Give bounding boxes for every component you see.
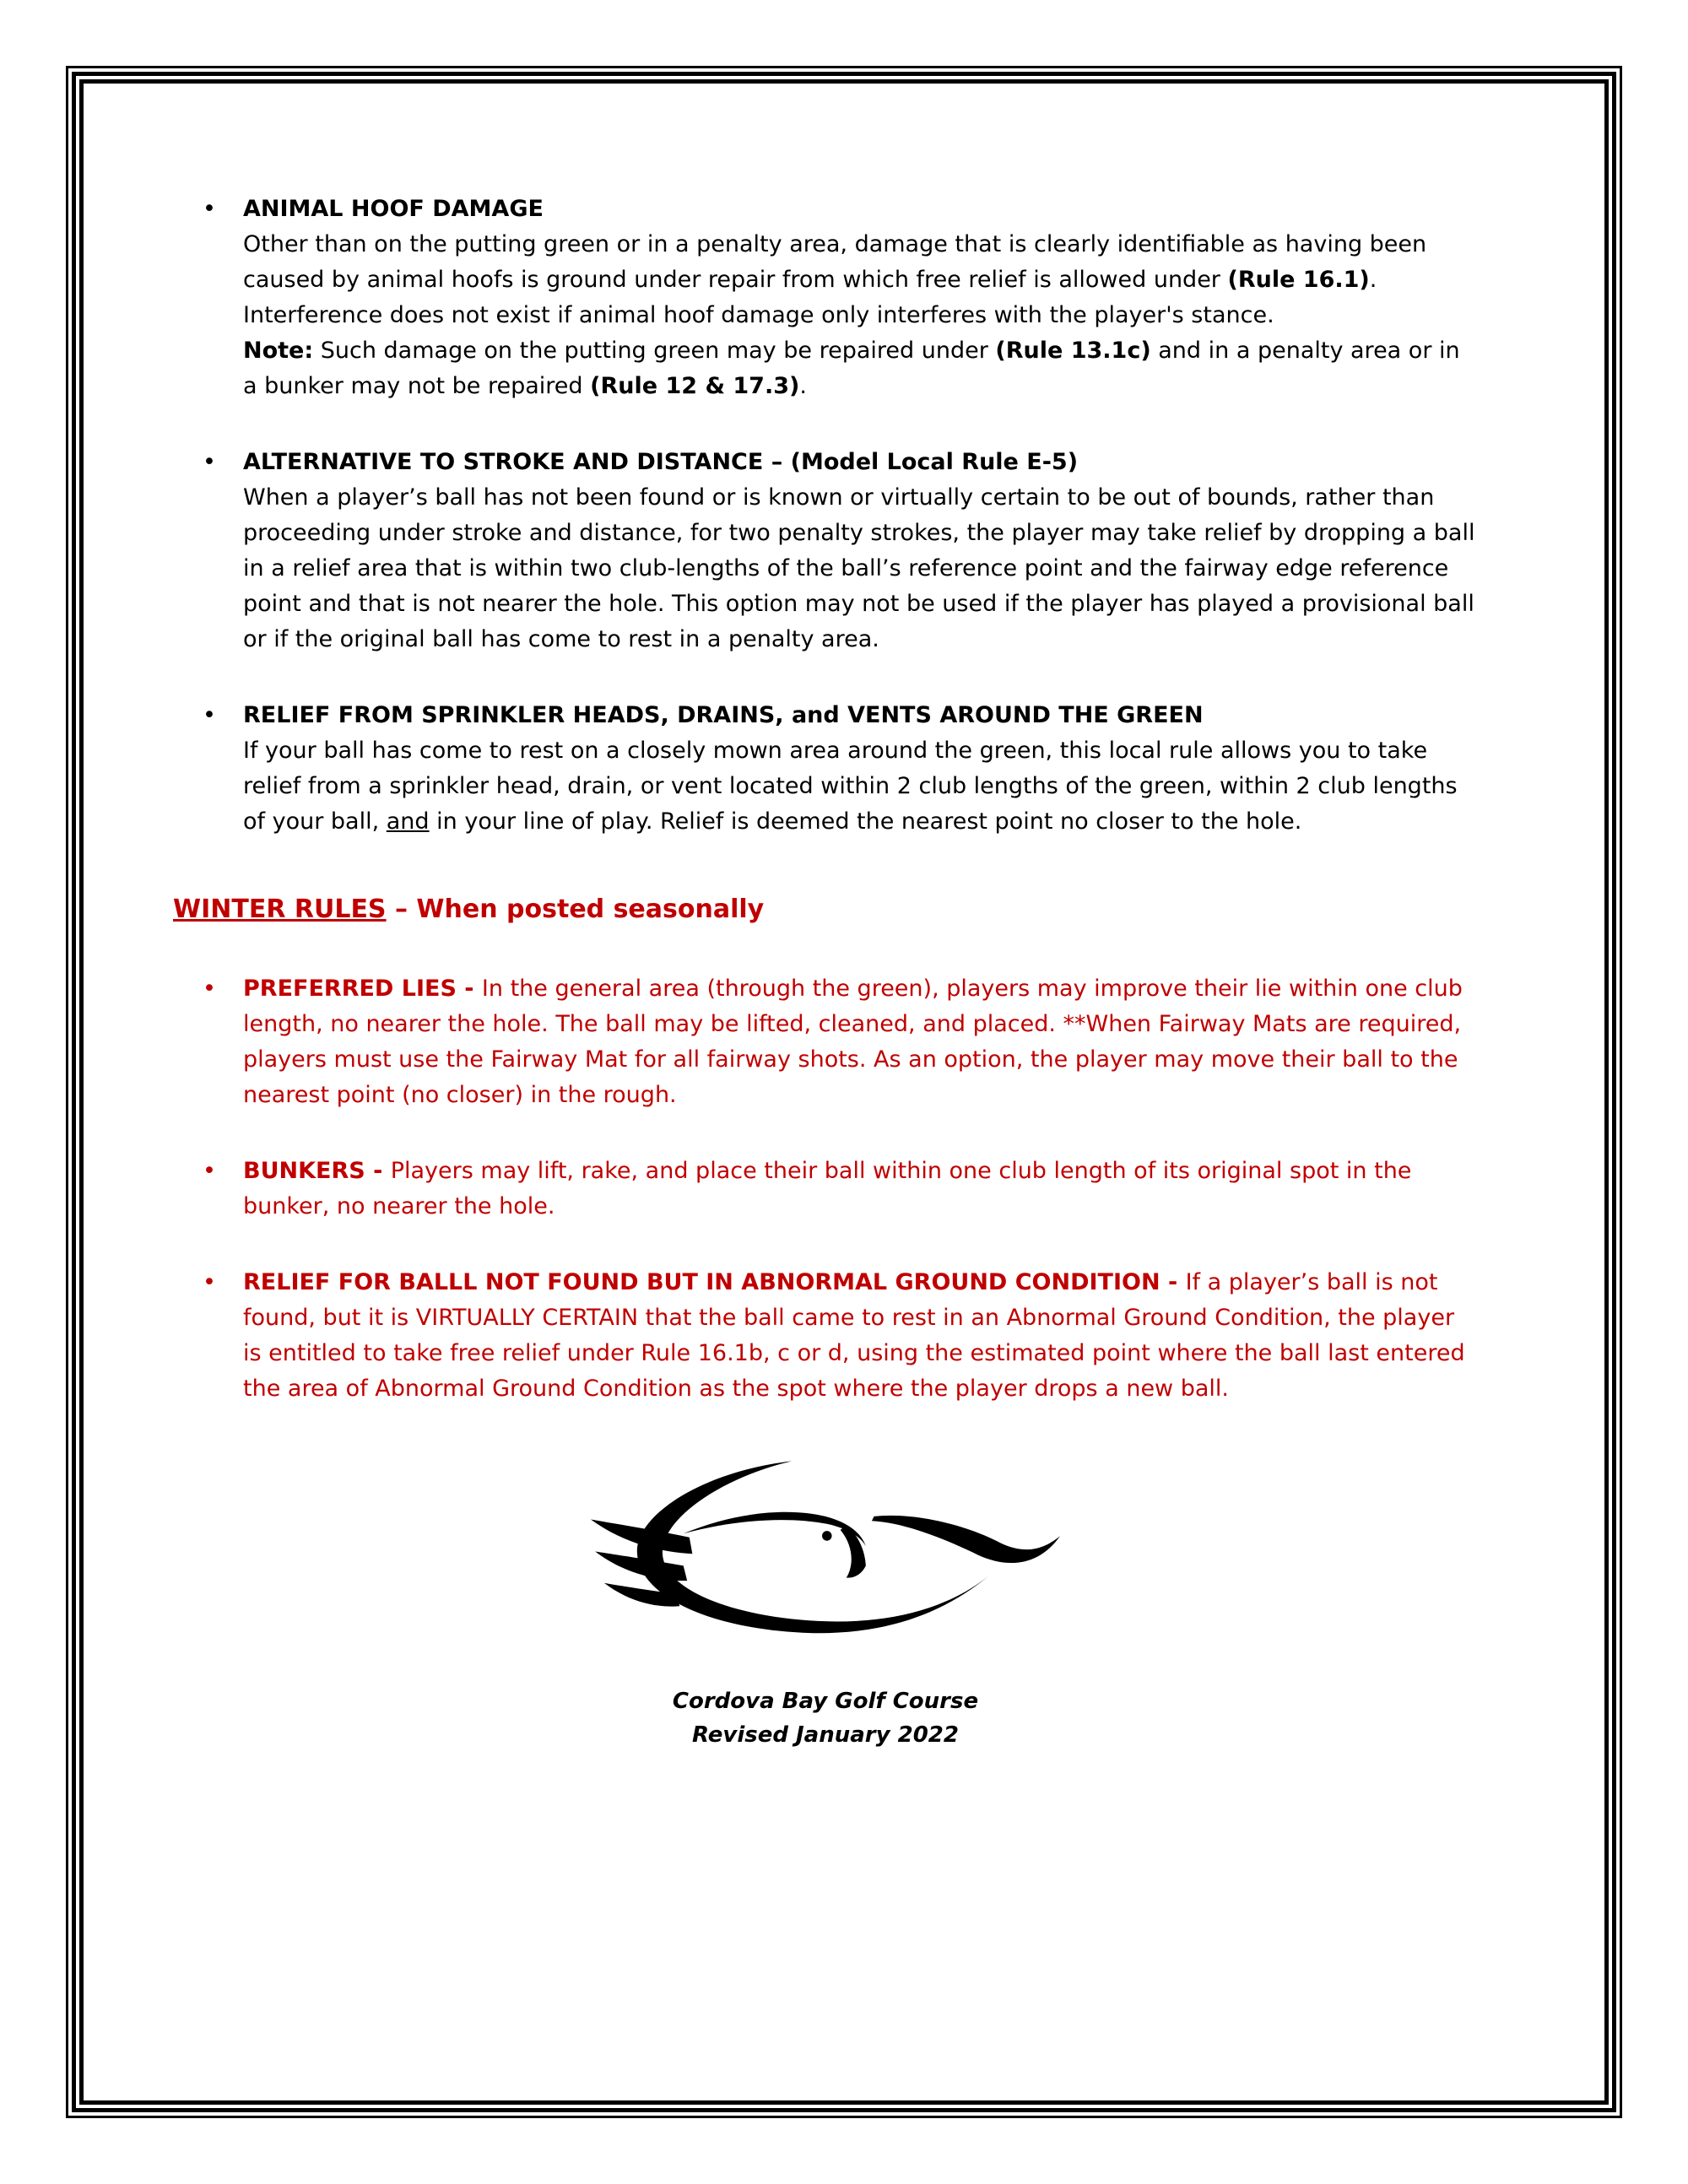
rule-reference: (Rule 12 & 17.3) [590, 373, 800, 399]
rule-preferred-lies [203, 971, 1478, 1113]
text-run: Other than on the putting green or in a penalty area, damage that is clearly identifiable as having been caused by animal hoofs is ground under repair from which free relief is allowed under [243, 231, 1427, 293]
note-label: Note: [243, 338, 314, 364]
bullet-icon: • [203, 196, 216, 222]
rule-alternative-stroke-distance [203, 445, 1478, 657]
rule-title-sprinkler-relief: RELIEF FROM SPRINKLER HEADS, DRAINS, and VENTS AROUND THE GREEN [243, 702, 1204, 728]
rule-lead-ball-not-found: RELIEF FOR BALLL NOT FOUND BUT IN ABNORMAL GROUND CONDITION - [243, 1269, 1186, 1295]
text-run: in your line of play. Relief is deemed the nearest point no closer to the hole. [429, 808, 1302, 835]
logo-container [173, 1447, 1478, 1661]
rule-paragraph [243, 971, 1475, 1113]
rule-body [243, 192, 1475, 404]
text-run: . Interference does not exist if animal hoof damage only interferes with the player's stance. [243, 267, 1377, 328]
rule-title-animal-hoof-damage: ANIMAL HOOF DAMAGE [243, 196, 544, 222]
text-run: If your ball has come to rest on a closely mown area around the green, this local rule allows you to take relief from a sprinkler head, drain, or vent located within 2 club lengths of the green, within 2 club lengths of your ball, [243, 738, 1458, 835]
rule-body [243, 698, 1475, 840]
footer [173, 1684, 1478, 1752]
rule-lead-bunkers: BUNKERS - [243, 1158, 391, 1184]
footer-revision-date: Revised January 2022 [692, 1722, 959, 1748]
text-run: . [799, 373, 807, 399]
rule-paragraph [243, 1265, 1475, 1407]
winter-rules-list [173, 971, 1478, 1407]
winter-rules-heading [173, 892, 1478, 927]
text-run: If a player’s ball is not found, but it is VIRTUALLY CERTAIN that the ball came to rest in an Abnormal Ground Condition, the player is entitled to take free relief under Rule 16.1b, c or d, using the estimated point where the ball last entered the area of Abnormal Ground Condition as the spot where the player drops a new ball. [243, 1269, 1465, 1402]
rule-paragraph: When a player’s ball has not been found or is known or virtually certain to be out of bounds, rather than proceeding under stroke and distance, for two penalty strokes, the player may take relief by dropping a ball in a relief area that is within two club-lengths of the ball’s reference point and the fairway edge reference point and that is not nearer the hole. This option may not be used if the player has played a provisional ball or if the original ball has come to rest in a penalty area. [243, 484, 1475, 652]
text-run: and in a penalty area or in a bunker may not be repaired [243, 338, 1460, 399]
footer-course-name: Cordova Bay Golf Course [672, 1689, 979, 1714]
underlined-and: and [386, 808, 430, 835]
page-content [84, 84, 1604, 1752]
page-border-outer [66, 66, 1622, 2118]
rule-body [243, 445, 1475, 657]
rule-bunkers [203, 1154, 1478, 1224]
text-run: In the general area (through the green), players may improve their lie within one club length, no nearer the hole. The ball may be lifted, cleaned, and placed. **When Fairway Mats are required, players must use the Fairway Mat for all fairway shots. As an option, the player may move their ball to the nearest point (no closer) in the rough. [243, 976, 1463, 1108]
bullet-icon: • [203, 449, 216, 475]
eagle-logo [564, 1447, 1087, 1650]
page-border-inner [79, 79, 1609, 2105]
bullet-icon: • [203, 702, 216, 728]
winter-rules-title: WINTER RULES [173, 895, 387, 924]
rule-paragraph [243, 733, 1475, 840]
bullet-icon: • [203, 1158, 216, 1184]
rule-body [243, 1154, 1475, 1224]
page-border-middle [72, 72, 1616, 2112]
rule-note [243, 333, 1475, 404]
bullet-icon: • [203, 976, 216, 1002]
rule-paragraph [243, 227, 1475, 333]
rule-animal-hoof-damage [203, 192, 1478, 404]
text-run: Such damage on the putting green may be repaired under [313, 338, 996, 364]
rule-title-alternative-stroke-distance: ALTERNATIVE TO STROKE AND DISTANCE – (Model Local Rule E-5) [243, 449, 1079, 475]
bullet-icon: • [203, 1269, 216, 1295]
rule-reference: (Rule 16.1) [1227, 267, 1370, 293]
rule-sprinkler-relief [203, 698, 1478, 840]
rule-body [243, 971, 1475, 1113]
text-run: Players may lift, rake, and place their ball within one club length of its original spot in the bunker, no nearer the hole. [243, 1158, 1412, 1219]
rule-reference: (Rule 13.1c) [995, 338, 1151, 364]
rule-body [243, 1265, 1475, 1407]
rule-paragraph [243, 1154, 1475, 1224]
rule-lead-preferred-lies: PREFERRED LIES - [243, 976, 482, 1002]
local-rules-list [173, 192, 1478, 840]
winter-rules-subtitle: – When posted seasonally [386, 895, 765, 924]
rule-ball-not-found-abnormal-ground [203, 1265, 1478, 1407]
